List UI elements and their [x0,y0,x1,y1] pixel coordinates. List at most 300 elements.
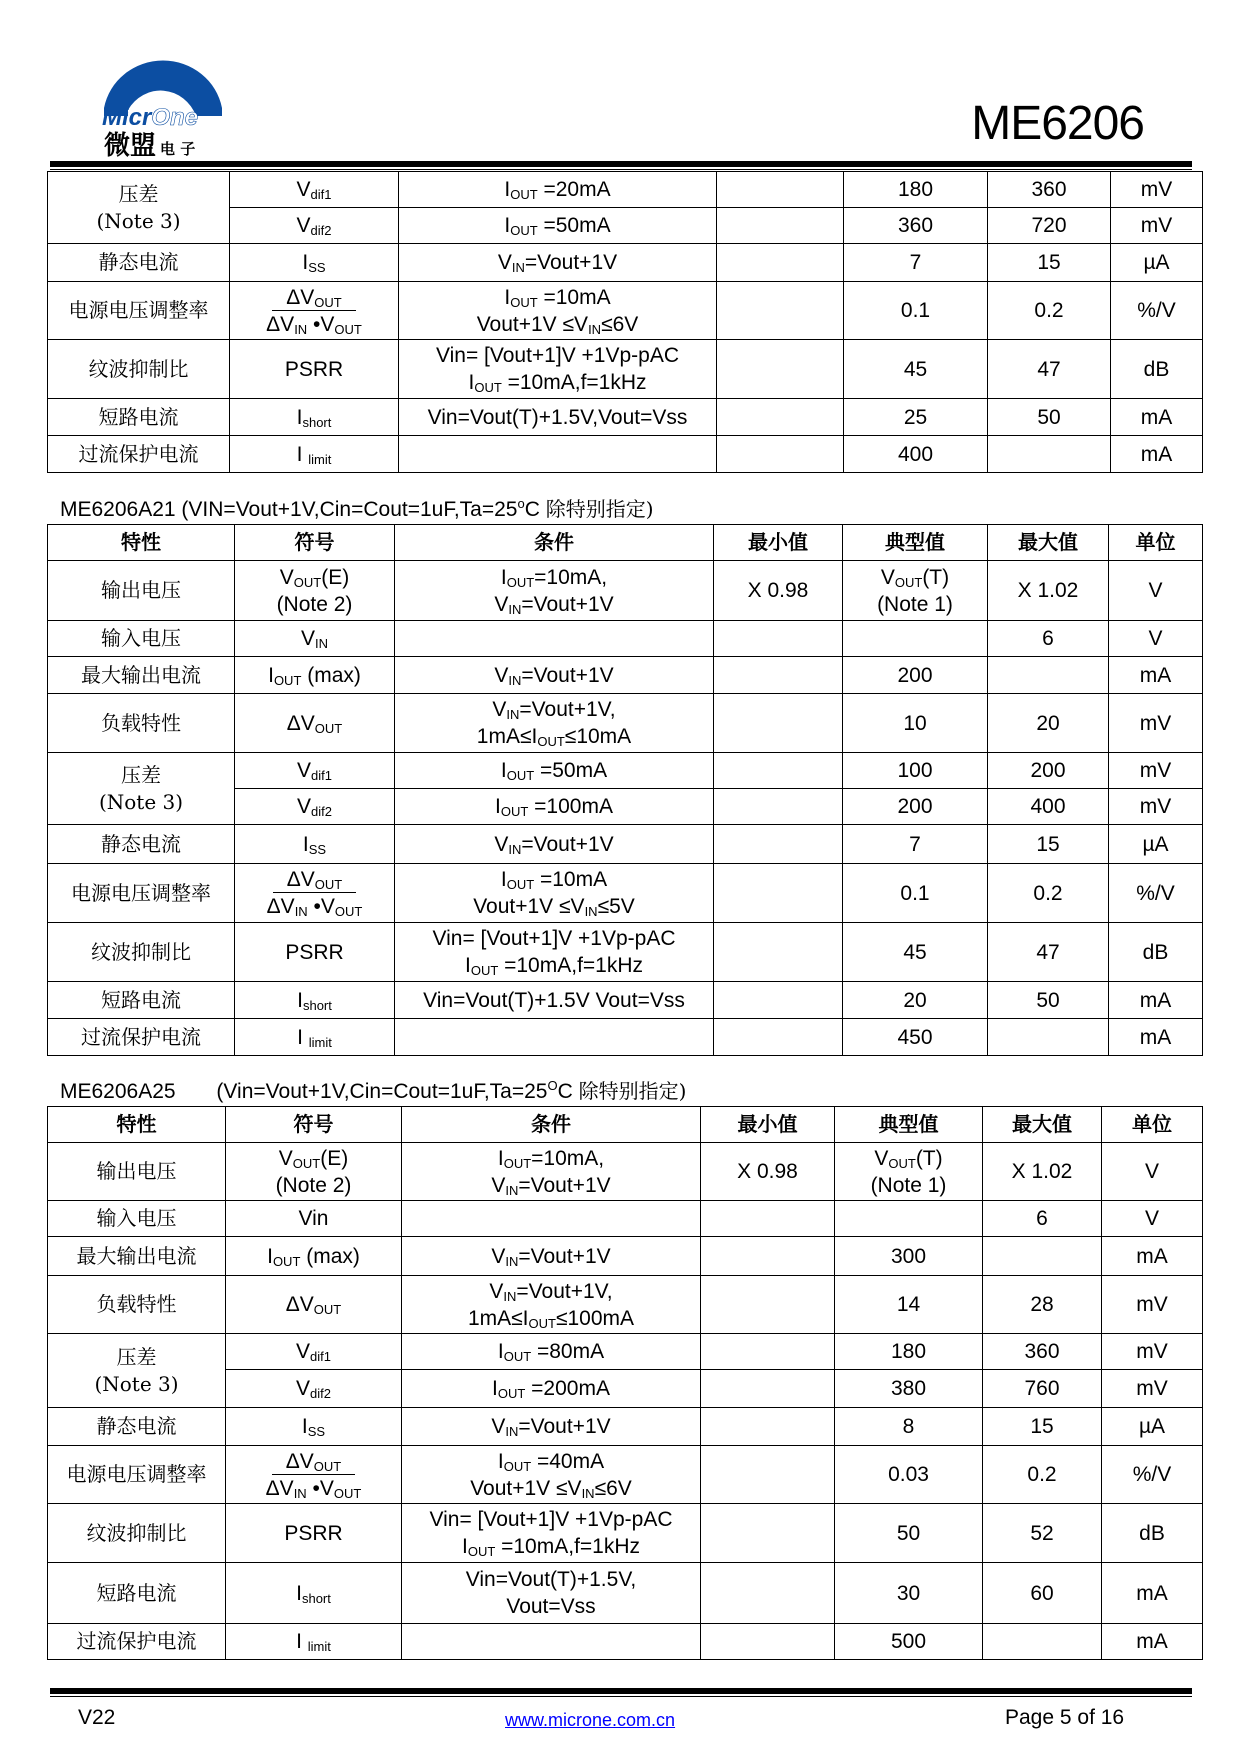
text: ΔV [266,312,295,336]
cell-symbol [235,621,395,657]
table-row [48,340,1203,399]
cell-typ [835,1624,983,1660]
cell-line [226,1205,401,1232]
text: X 0.98 [737,1160,798,1183]
cell-typ [843,694,988,753]
text: 1mA≤I [476,725,538,748]
text: 15 [1036,832,1060,856]
caption-unit: C [524,498,546,521]
cell-line [988,176,1110,203]
text: 20 [903,988,927,1012]
text: 450 [897,1025,933,1049]
cell-line [835,1338,982,1365]
text: 500 [890,1630,927,1653]
cell-symbol [226,1446,402,1504]
table-row [48,982,1203,1019]
text: V [1144,1160,1159,1183]
cell-symbol [235,1019,395,1056]
text: (Note 1) [870,1173,947,1197]
cell-condition [399,244,717,282]
text: I [301,1415,308,1438]
cell-typ [835,1334,983,1370]
text: 电源电压调整率 [66,1462,207,1486]
cell-condition [402,1276,701,1334]
cell-condition [402,1370,701,1408]
subscript: OUT [888,1155,916,1171]
header-typ: 典型值 [843,525,988,561]
table-row [48,436,1203,473]
cell-symbol [226,1237,402,1276]
cell-unit [1109,923,1203,982]
cell-min [714,657,843,694]
cell-line [226,1291,401,1318]
subscript: OUT [470,963,499,978]
cell-max [988,621,1109,657]
subscript: OUT [272,1253,301,1269]
cell-min [701,1446,835,1504]
text: =Vout+1V [521,832,614,856]
cell-line [988,880,1108,907]
table-row [48,282,1203,340]
text: ≤6V [601,312,639,336]
cell-line [983,1520,1101,1547]
cell-line [48,249,229,276]
text: I [497,1449,504,1473]
cell-line [1109,625,1202,652]
text: Vout+1V ≤V [473,895,585,918]
cell-parameter [48,1334,226,1408]
cell-symbol [235,789,395,825]
cell-line [983,1205,1101,1232]
text: 短路电流 [98,404,179,429]
cell-line [844,404,987,431]
subscript: short [302,414,332,430]
text: 0.03 [888,1463,929,1486]
text: (Note 3) [94,1371,179,1396]
cell-line [1109,1024,1202,1051]
text: Vin= [Vout+1]V +1Vp-pAC [435,344,680,367]
table-row [48,864,1203,923]
cell-condition [395,1019,714,1056]
cell-line [835,1628,982,1655]
text: mA [1136,1630,1168,1653]
text: 200 [897,795,933,818]
text: I [302,251,309,274]
cell-line [48,404,229,431]
svg-text:微盟: 微盟 [104,131,157,158]
subscript: SS [307,1424,326,1439]
cell-line [402,1533,700,1560]
cell-line [1109,880,1202,907]
table-row [48,923,1203,982]
cell-line [395,952,713,979]
cell-parameter [48,923,235,982]
subscript: IN [508,672,522,688]
cell-unit [1102,1408,1203,1446]
text: V [296,178,311,201]
table-header-row [48,525,1203,561]
cell-symbol [235,825,395,864]
text: mV [1139,759,1172,782]
text: (Note 3) [98,789,184,814]
text: 15 [1037,251,1061,274]
cell-max [988,244,1111,282]
subscript: OUT [537,734,565,749]
cell-parameter [48,1201,226,1237]
text: 负载特性 [96,1292,177,1316]
cell-max [988,657,1109,694]
cell-condition [395,923,714,982]
subscript: OUT [500,804,529,819]
text: 50 [896,1521,921,1545]
table-header-row [48,1107,1203,1143]
text: ΔV [265,1476,294,1500]
cell-line [835,1520,982,1547]
text: ≤10mA [564,725,632,748]
cell-line [402,1172,700,1199]
text: =100mA [528,795,613,818]
text: PSRR [284,357,344,381]
cell-line [235,625,394,652]
cell-unit [1111,208,1203,244]
cell-line [235,1024,394,1051]
text: =Vout+1V [524,251,618,274]
subscript: IN [508,601,522,617]
cell-min [701,1201,835,1237]
cell-condition [402,1201,701,1237]
cell-typ [843,621,988,657]
cell-min [701,1276,835,1334]
cell-line [226,1375,401,1402]
text: Vout=Vss [506,1595,596,1618]
text: mV [1139,711,1172,735]
footer-version: V22 [78,1706,116,1729]
table-row [48,244,1203,282]
cell-condition [402,1334,701,1370]
cell-line [48,1344,225,1371]
text: I [297,1025,309,1049]
cell-line [835,1291,982,1318]
cell-line [1111,176,1202,203]
text: =40mA [531,1449,605,1473]
subscript: dif2 [310,1386,331,1401]
text: 28 [1030,1293,1054,1316]
cell-line [988,356,1110,383]
text: V [278,1146,293,1170]
cell-min [714,923,843,982]
cell-symbol [226,1563,402,1624]
table-row [48,1276,1203,1334]
cell-max [983,1143,1102,1201]
cell-condition [399,399,717,436]
cell-unit [1102,1143,1203,1201]
text: 400 [1030,795,1066,818]
cell-min [717,399,844,436]
cell-unit [1111,436,1203,473]
cell-max [988,340,1111,399]
cell-condition [395,982,714,1019]
text: ≤5V [597,895,635,918]
cell-symbol [235,753,395,789]
cell-line [1109,831,1202,858]
subscript: OUT [292,1155,321,1171]
text: 100 [897,759,933,782]
text: 60 [1030,1581,1054,1605]
cell-max [988,982,1109,1019]
cell-line [226,1145,401,1172]
cell-line [988,987,1108,1014]
text: 纹波抑制比 [88,356,189,381]
cell-line [48,441,229,468]
text: I [492,1377,498,1400]
text: =Vout+1V [518,1244,611,1268]
text: 47 [1037,357,1061,381]
text: =Vout+1V [518,1415,611,1438]
cell-line [835,1172,982,1199]
cell-symbol [230,340,399,399]
text: 20 [1036,711,1060,735]
cell-line [230,441,398,468]
cell-line [402,1448,700,1475]
cell-line [983,1338,1101,1365]
cell-line [48,831,234,858]
text: PSRR [285,940,344,964]
text: 输出电压 [96,1159,177,1183]
text: µA [1143,251,1170,274]
website-link[interactable]: www.microne.com.cn [505,1710,676,1730]
cell-line [399,212,716,239]
text: I [495,795,501,818]
table-caption-a25 [60,1075,686,1104]
cell-typ [835,1563,983,1624]
cell-min [714,561,843,621]
cell-max [988,923,1109,982]
cell-min [701,1563,835,1624]
cell-line [1102,1158,1202,1185]
cell-parameter [48,1504,226,1563]
text: dB [1143,357,1170,381]
text: dB [1139,1521,1165,1545]
cell-line [843,710,987,737]
cell-line [402,1338,700,1365]
cell-max [983,1408,1102,1446]
text: V [489,1279,504,1303]
cell-typ [843,923,988,982]
subscript: OUT [293,574,322,590]
cell-symbol [235,561,395,621]
text: ≤100mA [555,1306,635,1330]
cell-line [1109,662,1202,689]
text: 720 [1031,214,1067,237]
cell-symbol [235,864,395,923]
cell-line [1109,710,1202,737]
text: I [497,1146,504,1170]
cell-line [843,1024,987,1051]
table-row [48,561,1203,621]
cell-symbol [226,1504,402,1563]
cell-unit [1111,244,1203,282]
cell-line [983,1413,1101,1440]
cell-unit [1102,1504,1203,1563]
header-condition: 条件 [402,1107,701,1143]
text: 0.2 [1034,299,1064,322]
text: 14 [896,1293,921,1316]
cell-line [1102,1461,1202,1488]
cell-parameter [48,282,230,340]
text: 电源电压调整率 [68,298,209,322]
cell-line [1111,212,1202,239]
text: •V [306,1476,334,1500]
cell-max [988,864,1109,923]
cell-max [983,1624,1102,1660]
cell-line [843,987,987,1014]
cell-line [226,1448,401,1475]
cell-line [1102,1628,1202,1655]
cell-line [1102,1338,1202,1365]
cell-unit [1102,1446,1203,1504]
caption-conditions: (Vin=Vout+1V,Cin=Cout=1uF,Ta=25 [175,1080,548,1103]
cell-condition [399,436,717,473]
cell-line [48,1291,225,1318]
text: I [500,868,507,891]
cell-line [395,925,713,952]
text: =10mA,f=1kHz [495,1535,641,1558]
subscript: OUT [503,1155,532,1171]
cell-unit [1109,1019,1203,1056]
cell-typ [844,436,988,473]
text: X 1.02 [1011,1160,1073,1183]
footer-rule-thin [50,1696,1192,1697]
cell-unit [1102,1201,1203,1237]
text: ΔV [286,285,315,309]
cell-parameter [48,399,230,436]
document-title: ME6206 [971,97,1144,150]
caption-degree: O [547,1078,558,1093]
cell-line [844,356,987,383]
text: 7 [909,832,921,856]
cell-line [235,831,394,858]
cell-parameter [48,1446,226,1504]
cell-line [988,404,1110,431]
cell-parameter [48,694,235,753]
cell-line [395,723,713,750]
text: 0.1 [900,299,931,322]
cell-max [988,694,1109,753]
text: dB [1142,940,1169,964]
text: 最大输出电流 [81,662,201,687]
cell-line [402,1145,700,1172]
cell-symbol [230,436,399,473]
cell-line [983,1375,1101,1402]
cell-line [48,208,229,235]
cell-typ [843,561,988,621]
cell-line [48,662,234,689]
text: (T) [915,1146,943,1170]
cell-line [988,577,1108,604]
text: V [297,795,312,818]
cell-line [48,625,234,652]
caption-model: ME6206A25 [60,1080,176,1103]
cell-line [48,181,229,208]
cell-line [988,212,1110,239]
subscript: OUT [503,1349,532,1364]
text: =10mA [537,285,611,309]
subscript: OUT [506,768,535,783]
spec-table-1 [47,524,1203,1056]
cell-max [988,172,1111,208]
subscript: IN [294,904,308,919]
cell-unit [1109,561,1203,621]
cell-line [48,710,234,737]
text: 30 [896,1581,921,1605]
cell-max [983,1201,1102,1237]
cell-min [701,1408,835,1446]
fraction-numerator [272,1449,356,1475]
header-condition: 条件 [395,525,714,561]
text: (Note 2) [276,592,353,616]
text: =50mA [537,214,611,237]
table-row [48,1446,1203,1504]
text: %/V [1137,299,1176,322]
cell-unit [1111,282,1203,340]
subscript: OUT [510,187,538,202]
cell-line [1109,757,1202,784]
table-row [48,1334,1203,1370]
cell-line [235,939,394,966]
text: 380 [890,1377,927,1400]
text: (Note 1) [877,592,953,616]
text: µA [1138,1415,1166,1438]
cell-line [48,1520,225,1547]
cell-typ [844,399,988,436]
cell-line [235,757,394,784]
cell-unit [1109,789,1203,825]
footer-rule [50,1688,1192,1694]
text: =20mA [537,178,611,201]
text: V [296,1377,311,1400]
text: I [504,285,511,309]
text: 200 [897,663,933,687]
table-row [48,399,1203,436]
text: 10 [903,711,927,735]
text: 200 [1030,759,1066,782]
text: I [500,565,507,589]
cell-condition [402,1563,701,1624]
cell-line [844,441,987,468]
cell-typ [835,1408,983,1446]
caption-note: 除特别指定) [545,497,654,521]
cell-line [395,793,713,820]
text: 1mA≤I [467,1306,529,1330]
cell-parameter [48,340,230,399]
cell-line [230,284,398,311]
text: mV [1140,214,1173,237]
cell-line [988,710,1108,737]
cell-line [226,1413,401,1440]
cell-line [230,249,398,276]
cell-line [402,1413,700,1440]
cell-line [399,404,716,431]
cell-line [844,297,987,324]
subscript: OUT [314,720,343,736]
cell-max [983,1504,1102,1563]
cell-line [226,1243,401,1270]
cell-symbol [235,657,395,694]
cell-parameter [48,657,235,694]
caption-degree: o [517,496,525,511]
cell-min [714,753,843,789]
cell-line [988,793,1108,820]
